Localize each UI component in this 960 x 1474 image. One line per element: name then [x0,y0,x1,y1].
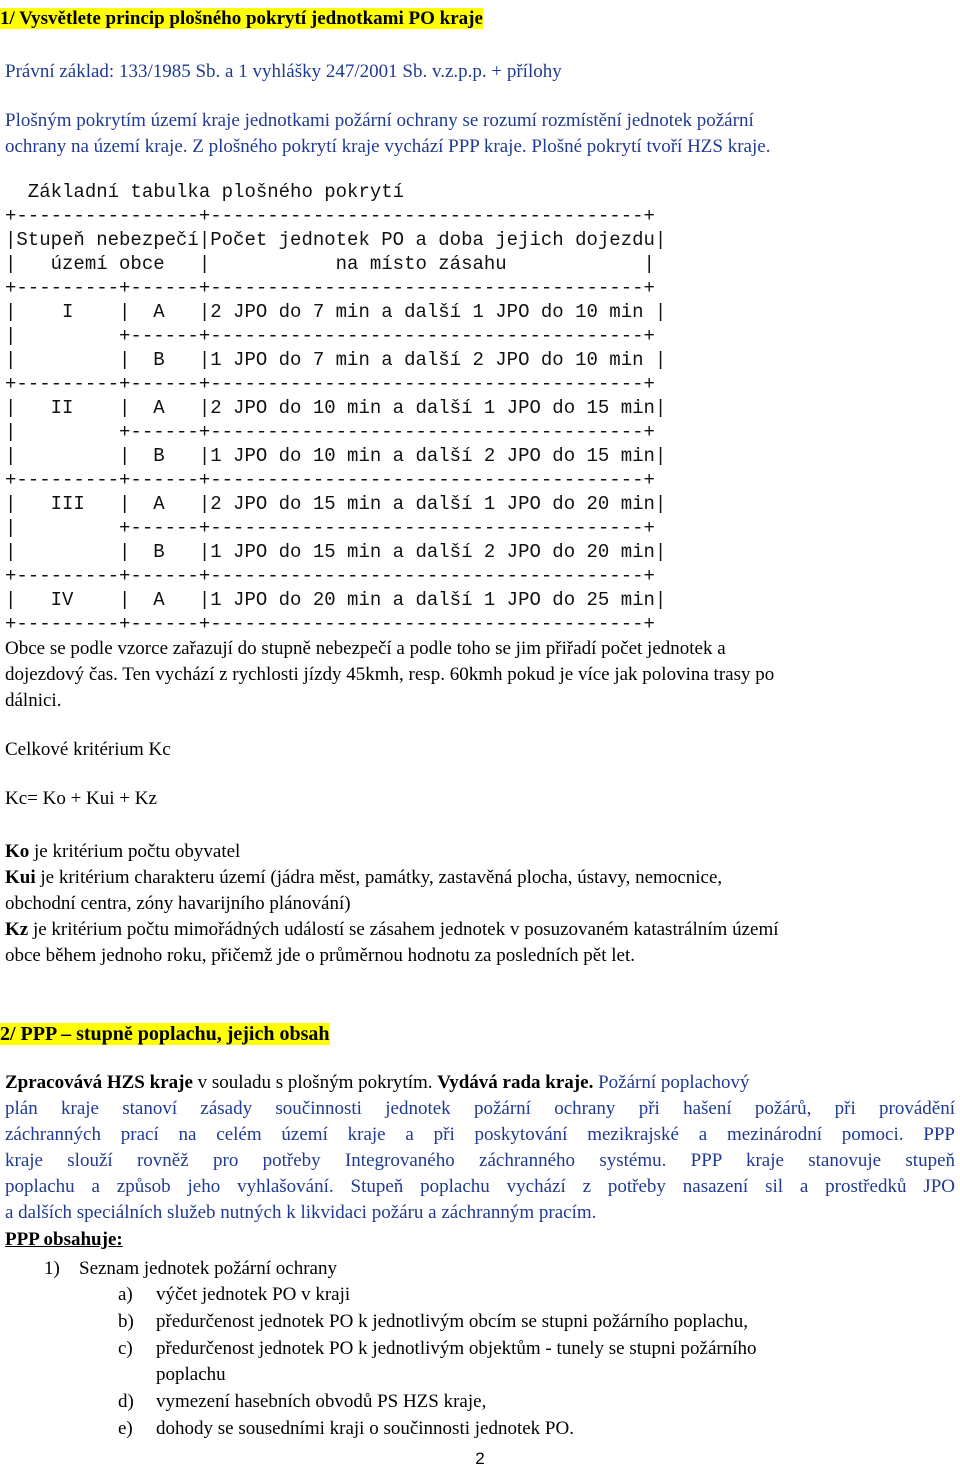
ppp-line-1 [5,1070,955,1096]
coverage-table-title: Základní tabulka plošného pokrytí [5,181,405,203]
sub-list-letter: c) [118,1338,133,1359]
ppp-bold-issuer: Vydává rada kraje. [437,1072,594,1093]
ppp-line-6: a dalších speciálních služeb nutných k likvidaci požáru a záchranným pracím. [5,1202,597,1223]
sub-list-letter: d) [118,1391,134,1412]
criteria-heading: Celkové kritérium Kc [5,739,171,760]
ppp-text-2: Požární poplachový [593,1072,750,1093]
sub-list-item: poplachu [156,1364,226,1385]
sub-list-item: výčet jednotek PO v kraji [156,1284,351,1305]
after-table-line-1: Obce se podle vzorce zařazují do stupně nebezpečí a podle toho se jim přiřadí počet jednotek a [5,638,726,659]
legal-basis: Právní základ: 133/1985 Sb. a 1 vyhlášky 247/2001 Sb. v.z.p.p. + přílohy [5,61,562,82]
sub-list-item: vymezení hasebních obvodů PS HZS kraje, [156,1391,487,1412]
kui-definition [5,865,722,891]
table-line: | IV | A |1 JPO do 20 min a další 1 JPO do 25 min| [5,589,667,611]
table-line: +----------------+--------------------------------------+ [5,205,655,227]
ppp-text-1: v souladu s plošným pokrytím. [192,1072,438,1093]
ppp-line-2: plán kraje stanoví zásady součinnosti jednotek požární ochrany při hašení požárů, při provádění [5,1098,955,1119]
ko-text: je kritérium počtu obyvatel [29,841,241,862]
ppp-line-5: poplachu a způsob jeho vyhlašování. Stupeň poplachu vychází z potřeby nasazení sil a prostředků JPO [5,1176,955,1197]
table-line: | území obce | na místo zásahu | [5,253,655,275]
ko-definition [5,839,240,865]
table-line: | I | A |2 JPO do 7 min a další 1 JPO do 10 min | [5,301,667,323]
kui-text: je kritérium charakteru území (jádra měst, památky, zastavěná plocha, ústavy, nemocnice, [35,867,723,888]
kz-definition-cont: obce během jednoho roku, přičemž jde o průměrnou hodnotu za posledních pět let. [5,945,635,966]
sub-list-item: předurčenost jednotek PO k jednotlivým objektům - tunely se stupni požárního [156,1338,757,1359]
table-line: | III | A |2 JPO do 15 min a další 1 JPO do 20 min| [5,493,667,515]
table-line: +---------+------+--------------------------------------+ [5,277,655,299]
ppp-contains-heading: PPP obsahuje: [5,1229,123,1250]
criteria-formula: Kc= Ko + Kui + Kz [5,788,157,809]
ppp-line-4: kraje slouží rovněž pro potřeby Integrovaného záchranného systému. PPP kraje stanovuje stupeň [5,1150,955,1171]
table-line: +---------+------+--------------------------------------+ [5,469,655,491]
kz-definition [5,917,779,943]
section-1-heading: 1/ Vysvětlete princip plošného pokrytí jednotkami PO kraje [0,8,483,29]
kui-term: Kui [5,867,36,888]
after-table-line-3: dálnici. [5,690,62,711]
intro-line-1: Plošným pokrytím území kraje jednotkami požární ochrany se rozumí rozmístění jednotek požární [5,110,754,131]
sub-list-letter: b) [118,1311,134,1332]
page-number: 2 [475,1449,485,1468]
table-line: | +------+--------------------------------------+ [5,421,655,443]
table-line: | | B |1 JPO do 15 min a další 2 JPO do 20 min| [5,541,667,563]
table-line: |Stupeň nebezpečí|Počet jednotek PO a doba jejich dojezdu| [5,229,667,251]
sub-list-item: dohody se sousedními kraji o součinnosti jednotek PO. [156,1418,574,1439]
kz-term: Kz [5,919,29,940]
kz-text: je kritérium počtu mimořádných událostí se zásahem jednotek v posuzovaném katastrálním území [28,919,779,940]
table-line: | II | A |2 JPO do 10 min a další 1 JPO do 15 min| [5,397,667,419]
ppp-line-3: záchranných prací na celém území kraje a při poskytování mezikrajské a mezinárodní pomoci. PPP [5,1124,955,1145]
after-table-line-2: dojezdový čas. Ten vychází z rychlosti jízdy 45kmh, resp. 60kmh pokud je více jak polovina trasy po [5,664,775,685]
sub-list-item: předurčenost jednotek PO k jednotlivým obcím se stupni požárního poplachu, [156,1311,749,1332]
ko-term: Ko [5,841,30,862]
list-number: 1) [44,1258,60,1279]
table-line: | +------+--------------------------------------+ [5,325,655,347]
ppp-bold-processor: Zpracovává HZS kraje [5,1072,193,1093]
list-item-units: Seznam jednotek požární ochrany [79,1258,337,1279]
intro-line-2: ochrany na území kraje. Z plošného pokrytí kraje vychází PPP kraje. Plošné pokrytí tvoří HZS kraje. [5,136,771,157]
table-line: +---------+------+--------------------------------------+ [5,373,655,395]
section-2-heading: 2/ PPP – stupně poplachu, jejich obsah [0,1023,330,1045]
table-line: +---------+------+--------------------------------------+ [5,613,655,635]
table-line: | | B |1 JPO do 7 min a další 2 JPO do 10 min | [5,349,667,371]
coverage-table [5,204,666,636]
table-line: | +------+--------------------------------------+ [5,517,655,539]
kui-definition-cont: obchodní centra, zóny havarijního plánování) [5,893,351,914]
table-line: | | B |1 JPO do 10 min a další 2 JPO do 15 min| [5,445,667,467]
sub-list-letter: e) [118,1418,133,1439]
sub-list-letter: a) [118,1284,133,1305]
table-line: +---------+------+--------------------------------------+ [5,565,655,587]
